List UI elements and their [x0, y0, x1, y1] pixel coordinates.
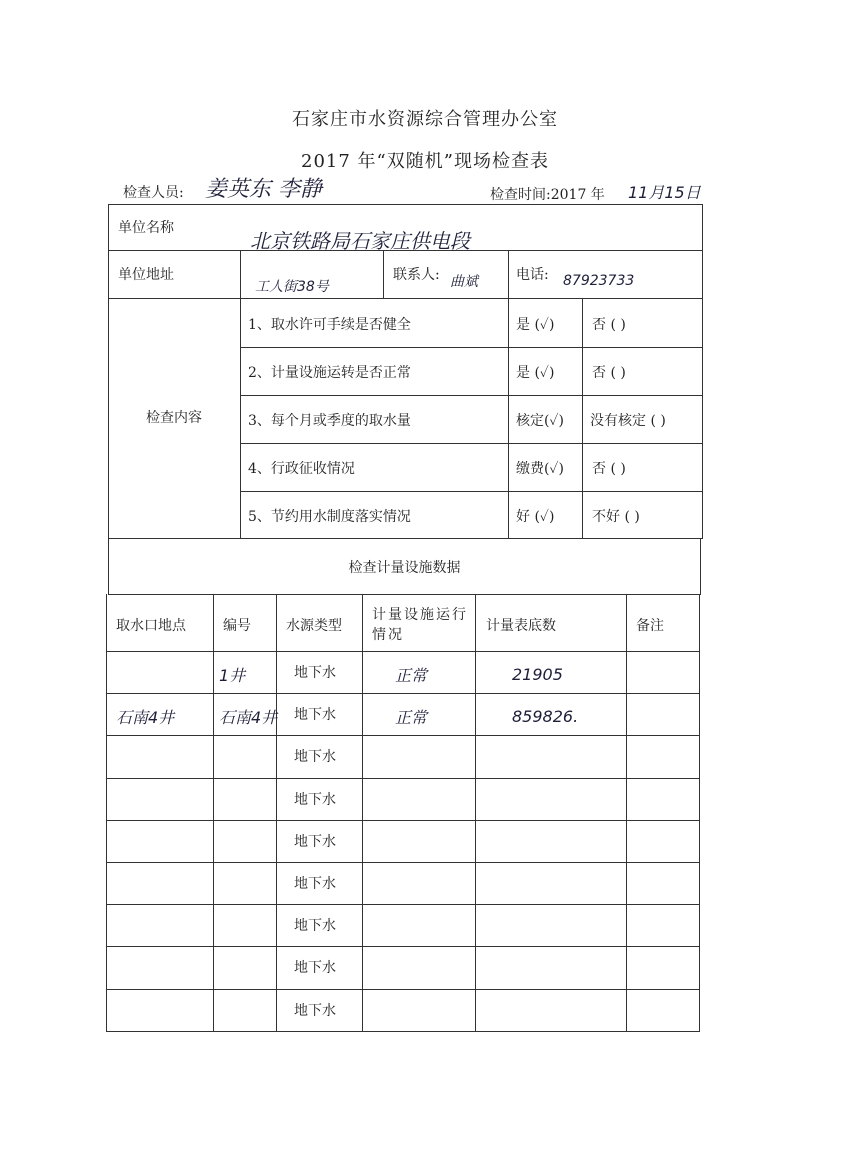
header-status: 计量设施运行情况 [372, 607, 468, 643]
org-title: 石家庄市水资源综合管理办公室 [292, 109, 558, 130]
inspection-item-2-opt1: 是 (✓) [516, 365, 555, 381]
meter-row-9-source: 地下水 [294, 1003, 336, 1019]
time-label: 检查时间:2017 年 [490, 187, 605, 203]
inspection-item-4-opt2: 否 ( ) [592, 461, 626, 477]
header-source: 水源类型 [286, 618, 342, 634]
inspection-item-4: 4、行政征收情况 [248, 461, 355, 477]
header-note: 备注 [636, 618, 664, 634]
inspection-item-5: 5、节约用水制度落实情况 [248, 509, 411, 525]
meter-row-2-source: 地下水 [294, 707, 336, 723]
inspection-item-5-opt1: 好 (✓) [516, 509, 555, 525]
row-divider [106, 989, 700, 990]
inspector-signature: 姜英东 李静 [205, 177, 322, 202]
inspection-item-2: 2、计量设施运转是否正常 [248, 365, 411, 381]
meter-row-3-source: 地下水 [294, 749, 336, 765]
inspection-item-1: 1、取水许可手续是否健全 [248, 317, 411, 333]
meter-row-4-source: 地下水 [294, 792, 336, 808]
unit-address-value: 工人街38号 [255, 279, 329, 295]
row-divider [106, 862, 700, 863]
row-divider [106, 946, 700, 947]
meter-row-6-source: 地下水 [294, 876, 336, 892]
contact-value: 曲斌 [450, 274, 478, 290]
time-value: 11月15日 [628, 183, 701, 202]
row-divider [106, 693, 700, 694]
unit-name-label: 单位名称 [118, 220, 174, 236]
meter-section-title: 检查计量设施数据 [348, 560, 461, 576]
meter-row-7-source: 地下水 [294, 918, 336, 934]
row-divider [106, 778, 700, 779]
inspection-item-4-opt1: 缴费(✓) [516, 461, 564, 477]
meter-row-1-source: 地下水 [294, 665, 336, 681]
unit-name-value: 北京铁路局石家庄供电段 [250, 228, 470, 253]
meter-row-2-location: 石南4井 [116, 707, 175, 727]
meter-row-2-status: 正常 [395, 707, 428, 727]
meter-row-2-number: 石南4井 [219, 707, 278, 727]
inspection-item-3-opt1: 核定(✓) [516, 413, 564, 429]
inspection-item-2-opt2: 否 ( ) [592, 365, 626, 381]
meter-row-8-source: 地下水 [294, 960, 336, 976]
meter-row-1-reading: 21905 [512, 664, 563, 684]
inspection-item-5-opt2: 不好 ( ) [592, 509, 640, 525]
unit-address-label: 单位地址 [118, 267, 174, 283]
header-reading: 计量表底数 [486, 618, 556, 634]
meter-row-5-source: 地下水 [294, 834, 336, 850]
phone-value: 87923733 [563, 273, 635, 289]
inspection-item-1-opt1: 是 (✓) [516, 317, 555, 333]
inspector-label: 检查人员: [123, 185, 184, 201]
meter-row-2-reading: 859826. [512, 706, 579, 726]
form-title: 2017 年“双随机”现场检查表 [301, 151, 549, 172]
header-location: 取水口地点 [116, 618, 186, 634]
contact-label: 联系人: [393, 267, 440, 283]
meter-row-1-number: 1井 [219, 665, 246, 685]
row-divider [106, 651, 700, 652]
row-divider [106, 904, 700, 905]
inspection-item-1-opt2: 否 ( ) [592, 317, 626, 333]
header-number: 编号 [223, 618, 251, 634]
row-divider [106, 735, 700, 736]
row-divider [106, 820, 700, 821]
inspection-item-3-opt2: 没有核定 ( ) [590, 413, 666, 429]
inspection-item-3: 3、每个月或季度的取水量 [248, 413, 411, 429]
meter-row-1-status: 正常 [395, 665, 428, 685]
phone-label: 电话: [516, 267, 549, 283]
inspection-section-label: 检查内容 [146, 410, 202, 426]
